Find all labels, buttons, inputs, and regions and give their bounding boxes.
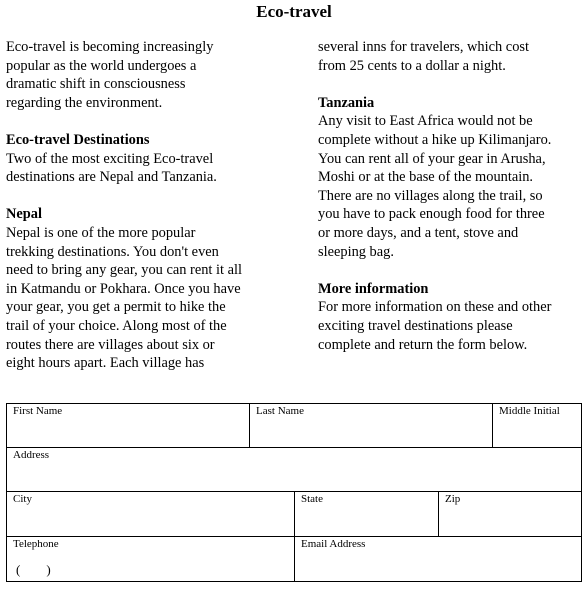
more-info-line: For more information on these and other xyxy=(318,299,552,316)
nepal-line: trail of your choice. Along most of the xyxy=(6,317,227,334)
nepal-heading: Nepal xyxy=(6,206,42,223)
address-field[interactable] xyxy=(7,448,581,491)
nepal-line: in Katmandu or Pokhara. Once you have xyxy=(6,280,241,297)
intro-line: Eco-travel is becoming increasingly xyxy=(6,39,214,55)
address-label: Address xyxy=(13,449,50,461)
tanzania-heading: Tanzania xyxy=(318,94,375,111)
tanzania-line: complete without a hike up Kilimanjaro. xyxy=(318,131,552,148)
tanzania-line: There are no villages along the trail, so xyxy=(318,187,543,204)
city-field[interactable] xyxy=(7,492,294,536)
nepal-line: Nepal is one of the more popular xyxy=(6,224,196,241)
last-name-field[interactable] xyxy=(250,404,492,447)
right-column xyxy=(318,38,586,354)
destinations-line: destinations are Nepal and Tanzania. xyxy=(6,169,217,186)
destinations-line: Two of the most exciting Eco-travel xyxy=(6,150,214,167)
tanzania-line: Any visit to East Africa would not be xyxy=(318,113,533,130)
last-name-label: Last Name xyxy=(256,405,304,417)
destinations-heading: Eco-travel Destinations xyxy=(6,131,150,148)
city-label: City xyxy=(13,493,32,505)
intro-line: popular as the world undergoes a xyxy=(6,57,197,74)
state-field[interactable] xyxy=(295,492,438,536)
more-info-line: exciting travel destinations please xyxy=(318,317,513,334)
tanzania-line: sleeping bag. xyxy=(318,243,394,260)
first-name-field[interactable] xyxy=(7,404,249,447)
nepal-line: routes there are villages about six or xyxy=(6,336,215,353)
middle-initial-field[interactable] xyxy=(493,404,581,447)
telephone-label: Telephone xyxy=(13,538,59,550)
telephone-area-code: ( ) xyxy=(16,562,51,577)
contact-form xyxy=(6,403,582,582)
more-info-heading: More information xyxy=(318,280,429,297)
page-title: Eco-travel xyxy=(256,2,332,21)
nepal-line: eight hours apart. Each village has xyxy=(6,355,205,372)
intro-line: dramatic shift in consciousness xyxy=(6,76,186,93)
intro-line: regarding the environment. xyxy=(6,94,163,111)
tanzania-line: Moshi or at the base of the mountain. xyxy=(318,169,534,186)
first-name-label: First Name xyxy=(13,405,63,417)
zip-field[interactable] xyxy=(439,492,581,536)
state-label: State xyxy=(301,493,323,505)
nepal-cont-line: from 25 cents to a dollar a night. xyxy=(318,57,506,74)
middle-initial-label: Middle Initial xyxy=(499,405,560,417)
email-label: Email Address xyxy=(301,538,366,550)
tanzania-line: or more days, and a tent, stove and xyxy=(318,224,519,241)
more-info-line: complete and return the form below. xyxy=(318,336,528,353)
tanzania-line: You can rent all of your gear in Arusha, xyxy=(318,150,546,167)
left-column xyxy=(6,38,306,373)
nepal-line: trekking destinations. You don't even xyxy=(6,243,219,260)
nepal-line: need to bring any gear, you can rent it all xyxy=(6,262,242,279)
nepal-line: your gear, you get a permit to hike the xyxy=(6,299,226,316)
email-field[interactable] xyxy=(295,537,581,581)
zip-label: Zip xyxy=(445,493,461,505)
tanzania-line: you have to pack enough food for three xyxy=(318,206,545,223)
nepal-cont-line: several inns for travelers, which cost xyxy=(318,39,529,55)
